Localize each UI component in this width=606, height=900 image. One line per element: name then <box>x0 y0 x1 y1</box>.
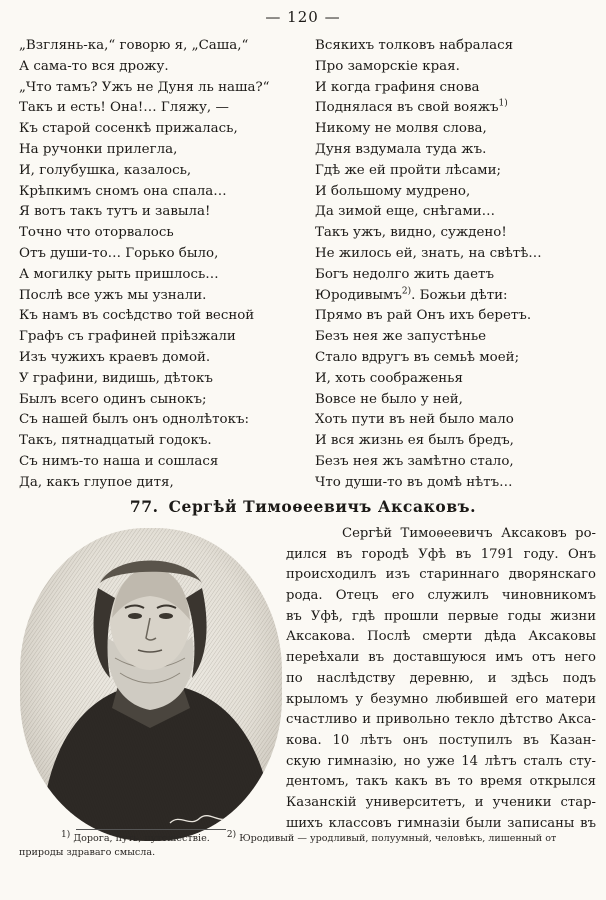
poem-line-text: Да зимой еще, снѣгами… <box>315 204 496 220</box>
biography-line: по наслѣдству деревню, и здѣсь подъ <box>286 670 596 686</box>
poem-line <box>315 452 595 473</box>
poem-line <box>315 369 595 390</box>
poem-line <box>315 36 595 57</box>
biography-line: дился въ городѣ Уфѣ въ 1791 году. Онъ <box>286 546 596 562</box>
poem-line <box>315 119 595 140</box>
poem-line: Графъ съ графиней пріѣзжали <box>19 329 236 345</box>
poem-line-text: Стало вдругъ въ семьѣ моей; <box>315 349 520 365</box>
section-title: Сергѣй Тимоѳеевичъ Аксаковъ. <box>168 497 477 516</box>
poem-line <box>315 327 595 348</box>
poem-line <box>315 182 595 203</box>
poem-line-text: И большому мудрено, <box>315 183 471 199</box>
poem-line-text: Вовсе не было у ней, <box>315 391 463 407</box>
biography-line: рода. Отецъ его служилъ чиновникомъ <box>286 588 596 604</box>
poem-line <box>315 265 595 286</box>
poem-line-text: Про заморскіе края. <box>315 58 460 74</box>
poem-line-text: Безъ нея же запустѣнье <box>315 329 487 345</box>
footnote-1-text: Дорога, путь, путешествіе. <box>73 833 210 844</box>
poem-line: Былъ всего одинъ сынокъ; <box>19 391 207 407</box>
poem-line-text: Такъ ужъ, видно, суждено! <box>315 225 507 241</box>
poem-line: Такъ и есть! Она!… Гляжу, — <box>19 100 229 116</box>
footnote-1-mark: 1) <box>61 829 71 840</box>
poem-line-text: Никому не молвя слова, <box>315 121 487 137</box>
footnote-reference: 2) <box>401 286 412 297</box>
biography-line: кова. 10 лѣтъ онъ поступилъ въ Казан- <box>286 732 596 748</box>
footnote-line-1 <box>19 829 597 846</box>
poem-line <box>315 286 595 307</box>
biography-line: счастливо и привольно текло дѣтство Акса- <box>286 712 596 728</box>
poem-line: Послѣ все ужъ мы узнали. <box>19 287 207 303</box>
section-heading <box>0 497 606 516</box>
poem-line-text: Хоть пути въ ней было мало <box>315 412 514 428</box>
footnote-2-text: Юродивый — уродливый, полуумный, человѣкъ, лишенный от <box>239 833 557 844</box>
poem-column-right <box>315 36 595 494</box>
poem-line <box>315 78 595 99</box>
poem-line <box>315 57 595 78</box>
poem-line: А сама-то вся дрожу. <box>19 58 169 74</box>
poem-line-text: Поднялася въ свой вояжъ <box>315 100 499 116</box>
poem-line <box>315 473 595 494</box>
poem-line: Точно что оторвалось <box>19 225 174 241</box>
biography-line: происходилъ изъ стариннаго дворянскаго <box>286 567 596 583</box>
poem-line <box>315 306 595 327</box>
biography-line: шихъ классовъ гимназіи были записаны въ <box>286 815 596 831</box>
poem-line: Съ нашей былъ онъ однолѣтокъ: <box>19 412 249 428</box>
footnote-line-2: природы здраваго смысла. <box>19 847 156 858</box>
poem-column-left <box>19 36 294 494</box>
poem-line-text: Юродивымъ <box>315 287 402 303</box>
poem-line-text: Безъ нея жъ замѣтно стало, <box>315 453 514 469</box>
poem-line <box>315 223 595 244</box>
poem-line <box>315 98 595 119</box>
poem-line-text: Прямо въ рай Онъ ихъ беретъ. <box>315 308 532 324</box>
biography-line: Аксакова. Послѣ смерти дѣда Аксаковы <box>286 629 596 645</box>
poem-line <box>315 410 595 431</box>
footnotes <box>19 829 597 860</box>
poem-line-text: И, хоть соображенья <box>315 370 463 386</box>
biography-line: крыломъ у безумно любившей его матери <box>286 691 596 707</box>
poem-line-text: Всякихъ толковъ набралася <box>315 38 514 53</box>
poem-line <box>315 348 595 369</box>
poem-line: У графини, видишь, дѣтокъ <box>19 370 213 386</box>
poem-line: Къ намъ въ сосѣдство той весной <box>19 308 255 324</box>
poem-line: Изъ чужихъ краевъ домой. <box>19 349 211 365</box>
page-number: — 120 — <box>265 8 341 26</box>
biography-line: дентомъ, такъ какъ въ то время открылся <box>286 774 596 790</box>
poem-line: Такъ, пятнадцатый годокъ. <box>19 433 212 449</box>
biography-line: переѣхали въ доставшуюся имъ отъ него <box>286 650 596 666</box>
poem-line <box>315 244 595 265</box>
biography-line: въ Уфѣ, гдѣ прошли первые годы жизни <box>286 608 596 624</box>
biography-line: Сергѣй Тимоѳеевичъ Аксаковъ ро- <box>342 526 596 541</box>
poem-line-text: Богъ недолго жить даетъ <box>315 266 494 282</box>
poem-line: Къ старой сосенкѣ прижалась, <box>19 121 238 137</box>
poem-line-text: И вся жизнь ея былъ бредъ, <box>315 433 514 449</box>
poem-line <box>315 390 595 411</box>
poem-line-text: Гдѣ же ей пройти лѣсами; <box>315 162 502 178</box>
footnote-2-mark: 2) <box>226 829 237 840</box>
poem-line: Я вотъ такъ тутъ и завыла! <box>19 204 211 220</box>
poem-line: „Взглянь-ка,“ говорю я, „Саша,“ <box>19 38 249 53</box>
section-number: 77. <box>129 497 159 516</box>
poem-line: И, голубушка, казалось, <box>19 162 192 178</box>
biography-line: Казанскій университетъ, и ученики стар- <box>286 794 596 810</box>
poem-line: А могилку рыть пришлось… <box>19 266 219 282</box>
biography-text <box>286 524 596 834</box>
poem-line: Да, какъ глупое дитя, <box>19 474 174 490</box>
poem-line-text: Что души-то въ домѣ нѣтъ… <box>315 474 513 490</box>
poem-line: На ручонки прилегла, <box>19 141 178 157</box>
poem-line <box>315 140 595 161</box>
poem-line: Отъ души-то… Горько было, <box>19 245 219 261</box>
poem-line <box>315 161 595 182</box>
biography-line: скую гимназію, но уже 14 лѣтъ сталъ сту- <box>286 753 596 769</box>
portrait-engraving <box>20 528 282 841</box>
poem-line: Съ нимъ-то наша и сошлася <box>19 453 219 469</box>
footnote-divider <box>76 829 226 830</box>
poem-line-text: Дуня вздумала туда жъ. <box>315 141 487 157</box>
poem-line <box>315 202 595 223</box>
footnote-reference: 1) <box>498 98 508 109</box>
poem-line-tail: . Божьи дѣти: <box>411 287 508 303</box>
poem-line: Крѣпкимъ сномъ она спала… <box>19 183 227 199</box>
poem-line-text: И когда графиня снова <box>315 79 480 95</box>
poem-line-text: Не жилось ей, знать, на свѣтѣ… <box>315 245 542 261</box>
poem-line <box>315 431 595 452</box>
poem-line: „Что тамъ? Ужъ не Дуня ль наша?“ <box>19 79 270 95</box>
